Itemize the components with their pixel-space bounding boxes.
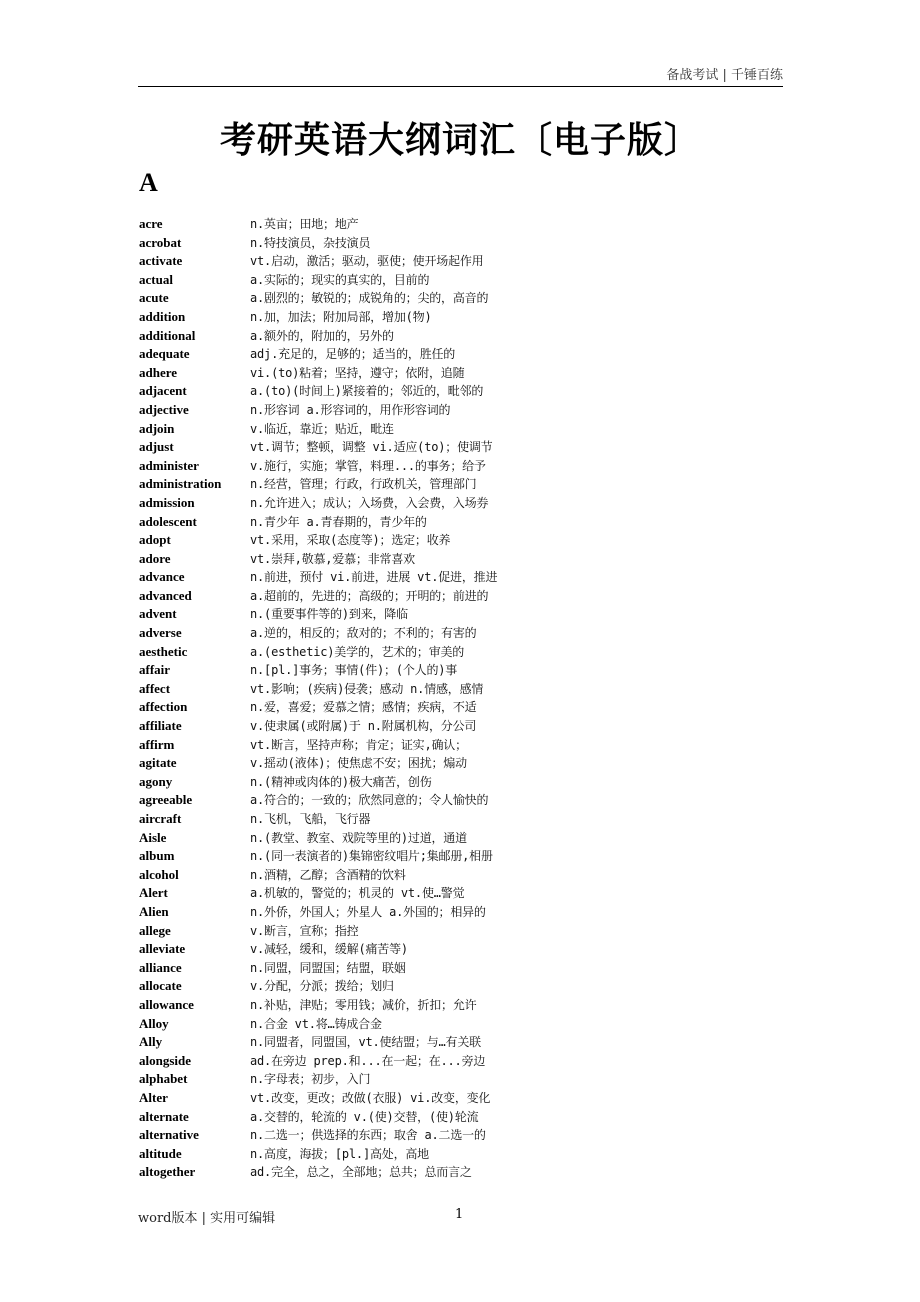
vocab-entry — [139, 513, 789, 532]
vocab-definition: n.形容词 a.形容词的，用作形容词的 — [250, 402, 451, 417]
footer-text: word版本 | 实用可编辑 — [138, 1211, 276, 1226]
vocab-definition: n.允许进入；成认；入场费，入会费，入场券 — [250, 495, 489, 510]
vocab-definition: n.二选一；供选择的东西；取舍 a.二选一的 — [250, 1128, 486, 1143]
vocab-definition: n.青少年 a.青春期的，青少年的 — [250, 514, 427, 529]
vocab-definition: n.英亩；田地；地产 — [250, 217, 359, 231]
vocab-definition: vi.(to)粘着；坚持，遵守；依附，追随 — [250, 365, 465, 380]
vocab-word: administration — [139, 476, 222, 492]
vocab-word: alcohol — [139, 866, 179, 882]
vocab-word: Alter — [139, 1089, 168, 1105]
vocab-entry — [139, 959, 789, 978]
vocab-word: affiliate — [139, 718, 182, 734]
vocab-entry — [139, 847, 789, 866]
vocab-word: allowance — [139, 996, 194, 1012]
vocab-definition: n.飞机，飞船，飞行器 — [250, 812, 371, 826]
vocab-word: advanced — [139, 587, 192, 603]
vocab-entry — [139, 810, 789, 829]
vocab-word: adhere — [139, 364, 178, 380]
vocab-word: Alien — [139, 903, 169, 919]
vocab-entry — [139, 215, 789, 234]
vocab-word: altogether — [139, 1164, 196, 1180]
vocab-word: Alert — [139, 885, 168, 901]
vocab-entry — [139, 884, 789, 903]
vocab-entry — [139, 643, 789, 662]
vocab-definition: n.同盟者，同盟国，vt.使结盟；与…有关联 — [250, 1035, 481, 1050]
vocab-word: affection — [139, 699, 188, 715]
vocab-definition: v.分配，分派；拨给；划归 — [250, 979, 394, 994]
vocab-definition: a.交替的，轮流的 v.(使)交替，(使)轮流 — [250, 1109, 479, 1124]
vocab-entry — [139, 996, 789, 1015]
vocab-definition: vt.调节；整顿，调整 vi.适应(to)；使调节 — [250, 440, 493, 455]
vocab-definition: vt.改变，更改；改做(衣服) vi.改变，变化 — [250, 1090, 491, 1105]
vocab-definition: ad.在旁边 prep.和...在一起；在...旁边 — [250, 1053, 486, 1068]
vocab-entry — [139, 382, 789, 401]
vocab-word: advance — [139, 569, 185, 585]
vocab-definition: n.酒精，乙醇；含酒精的饮料 — [250, 867, 406, 882]
vocab-entry — [139, 940, 789, 959]
vocab-entry — [139, 289, 789, 308]
vocab-definition: adj.充足的，足够的；适当的，胜任的 — [250, 347, 456, 362]
vocab-word: adjective — [139, 401, 189, 417]
page-header — [138, 64, 783, 87]
vocab-entry — [139, 494, 789, 513]
vocab-entry — [139, 457, 789, 476]
vocab-definition: n.(重要事件等的)到来，降临 — [250, 607, 408, 622]
vocab-definition: vt.影响；(疾病)侵袭；感动 n.情感，感情 — [250, 681, 484, 696]
vocab-entry — [139, 829, 789, 848]
vocab-word: addition — [139, 308, 186, 324]
vocab-entry — [139, 754, 789, 773]
vocab-definition: n.[pl.]事务；事情(件)；(个人的)事 — [250, 663, 458, 678]
vocab-entry — [139, 1070, 789, 1089]
vocab-entry — [139, 680, 789, 699]
vocab-word: agitate — [139, 755, 177, 771]
vocab-entry — [139, 327, 789, 346]
vocab-entry — [139, 345, 789, 364]
vocab-word: additional — [139, 327, 196, 343]
vocab-word: Ally — [139, 1034, 163, 1050]
vocab-definition: a.机敏的，警觉的；机灵的 vt.使…警觉 — [250, 886, 465, 901]
section-letter: A — [139, 168, 158, 197]
vocab-entry — [139, 791, 789, 810]
vocab-definition: n.补贴，津贴；零用钱；减价，折扣；允许 — [250, 997, 477, 1012]
vocab-entry — [139, 922, 789, 941]
vocab-word: alongside — [139, 1052, 192, 1068]
vocab-word: administer — [139, 457, 199, 473]
vocab-definition: a.(esthetic)美学的，艺术的；审美的 — [250, 644, 465, 659]
vocab-word: alliance — [139, 959, 182, 975]
vocab-entry — [139, 736, 789, 755]
vocab-word: acrobat — [139, 234, 182, 250]
vocab-definition: n.前进，预付 vi.前进，进展 vt.促进，推进 — [250, 570, 498, 585]
vocab-entry — [139, 717, 789, 736]
vocab-entry — [139, 1052, 789, 1071]
vocab-word: adolescent — [139, 513, 197, 529]
vocab-entry — [139, 531, 789, 550]
page-number: 1 — [455, 1207, 464, 1222]
vocab-word: adore — [139, 550, 171, 566]
vocab-word: adverse — [139, 625, 182, 641]
vocab-definition: n.(精神或肉体的)极大痛苦，创伤 — [250, 774, 432, 789]
vocab-entry — [139, 568, 789, 587]
vocab-word: altitude — [139, 1145, 182, 1161]
vocab-entry — [139, 605, 789, 624]
vocab-definition: a.实际的；现实的真实的，目前的 — [250, 272, 430, 287]
document-title: 考研英语大纲词汇〔电子版〕 — [219, 119, 701, 161]
vocab-word: actual — [139, 271, 173, 287]
vocab-definition: vt.启动，激活；驱动，驱使；使开场起作用 — [250, 254, 484, 269]
vocab-word: agreeable — [139, 792, 193, 808]
vocab-word: activate — [139, 253, 183, 269]
vocab-entry — [139, 438, 789, 457]
vocab-word: admission — [139, 494, 195, 510]
vocab-entry — [139, 1033, 789, 1052]
vocab-definition: n.同盟，同盟国；结盟，联姻 — [250, 960, 406, 975]
vocab-word: alternative — [139, 1127, 199, 1143]
vocab-word: adopt — [139, 532, 171, 548]
vocab-definition: n.高度，海拔；[pl.]高处，高地 — [250, 1146, 429, 1161]
vocab-entry — [139, 1163, 789, 1182]
vocab-entry — [139, 401, 789, 420]
vocab-entry — [139, 1145, 789, 1164]
vocab-word: aesthetic — [139, 643, 188, 659]
vocab-word: album — [139, 848, 175, 864]
vocab-entry — [139, 234, 789, 253]
vocab-definition: n.合金 vt.将…铸成合金 — [250, 1016, 382, 1031]
vocab-entry — [139, 903, 789, 922]
vocab-entry — [139, 550, 789, 569]
vocab-entry — [139, 587, 789, 606]
vocab-definition: a.剧烈的；敏锐的；成锐角的；尖的，高音的 — [250, 291, 489, 306]
vocab-word: acre — [139, 216, 163, 231]
vocab-word: adequate — [139, 346, 190, 362]
vocab-definition: n.字母表；初步，入门 — [250, 1072, 371, 1087]
vocab-word: alleviate — [139, 941, 186, 957]
vocab-word: affect — [139, 680, 171, 696]
vocab-entry — [139, 252, 789, 271]
vocab-definition: vt.崇拜,敬慕,爱慕；非常喜欢 — [250, 551, 415, 566]
vocab-definition: v.施行，实施；掌管，料理...的事务；给予 — [250, 458, 486, 473]
vocab-definition: v.临近，靠近；贴近，毗连 — [250, 421, 394, 436]
vocab-definition: vt.断言，坚持声称；肯定；证实,确认； — [250, 737, 467, 752]
vocab-entry — [139, 698, 789, 717]
vocab-definition: ad.完全，总之，全部地；总共；总而言之 — [250, 1165, 472, 1180]
vocab-definition: v.减轻，缓和，缓解(痛苦等) — [250, 942, 408, 957]
vocab-entry — [139, 661, 789, 680]
vocab-definition: n.特技演员，杂技演员 — [250, 235, 371, 250]
vocab-definition: n.加，加法；附加局部，增加(物) — [250, 309, 432, 324]
vocab-definition: v.摇动(液体)；使焦虑不安；困扰；煽动 — [250, 756, 467, 771]
vocab-entry — [139, 1108, 789, 1127]
vocab-entry — [139, 977, 789, 996]
vocab-entry — [139, 866, 789, 885]
vocab-word: agony — [139, 773, 173, 789]
vocab-entry — [139, 624, 789, 643]
vocab-entry — [139, 475, 789, 494]
vocab-definition: n.(教堂、教室、戏院等里的)过道，通道 — [250, 830, 467, 845]
vocab-entry — [139, 271, 789, 290]
vocab-word: alternate — [139, 1108, 189, 1124]
vocab-entry — [139, 420, 789, 439]
vocab-word: adjust — [139, 439, 174, 455]
vocabulary-list — [139, 215, 789, 1182]
vocab-entry — [139, 364, 789, 383]
vocab-definition: n.外侨，外国人；外星人 a.外国的；相异的 — [250, 904, 486, 919]
vocab-definition: n.经营，管理；行政，行政机关，管理部门 — [250, 477, 477, 492]
vocab-definition: vt.采用，采取(态度等)；选定；收养 — [250, 533, 451, 548]
vocab-word: advent — [139, 606, 177, 622]
vocab-word: Aisle — [139, 829, 167, 845]
vocab-definition: a.逆的，相反的；敌对的；不利的；有害的 — [250, 626, 477, 641]
vocab-entry — [139, 1126, 789, 1145]
vocab-entry — [139, 1015, 789, 1034]
vocab-word: adjoin — [139, 420, 175, 436]
vocab-definition: v.使隶属(或附属)于 n.附属机构，分公司 — [250, 719, 477, 734]
vocab-definition: a.超前的，先进的；高级的；开明的；前进的 — [250, 588, 489, 603]
vocab-word: affirm — [139, 736, 175, 752]
vocab-entry — [139, 1089, 789, 1108]
vocab-definition: a.(to)(时间上)紧接着的；邻近的，毗邻的 — [250, 384, 484, 399]
vocab-word: affair — [139, 662, 171, 678]
vocab-definition: v.断言，宣称；指控 — [250, 923, 359, 938]
vocab-word: allocate — [139, 978, 182, 994]
vocab-entry — [139, 773, 789, 792]
vocab-word: Alloy — [139, 1015, 169, 1031]
header-text: 备战考试 | 千锤百练 — [666, 68, 783, 83]
vocab-definition: a.额外的，附加的，另外的 — [250, 328, 394, 343]
vocab-definition: n.(同一表演者的)集锦密纹唱片;集邮册,相册 — [250, 849, 493, 864]
vocab-definition: a.符合的；一致的；欣然同意的；令人愉快的 — [250, 793, 489, 808]
vocab-word: allege — [139, 922, 171, 938]
vocab-definition: n.爱，喜爱；爱慕之情；感情；疾病，不适 — [250, 700, 477, 715]
vocab-word: alphabet — [139, 1071, 188, 1087]
vocab-word: acute — [139, 290, 169, 306]
vocab-entry — [139, 308, 789, 327]
vocab-word: aircraft — [139, 811, 182, 826]
vocab-word: adjacent — [139, 383, 187, 399]
